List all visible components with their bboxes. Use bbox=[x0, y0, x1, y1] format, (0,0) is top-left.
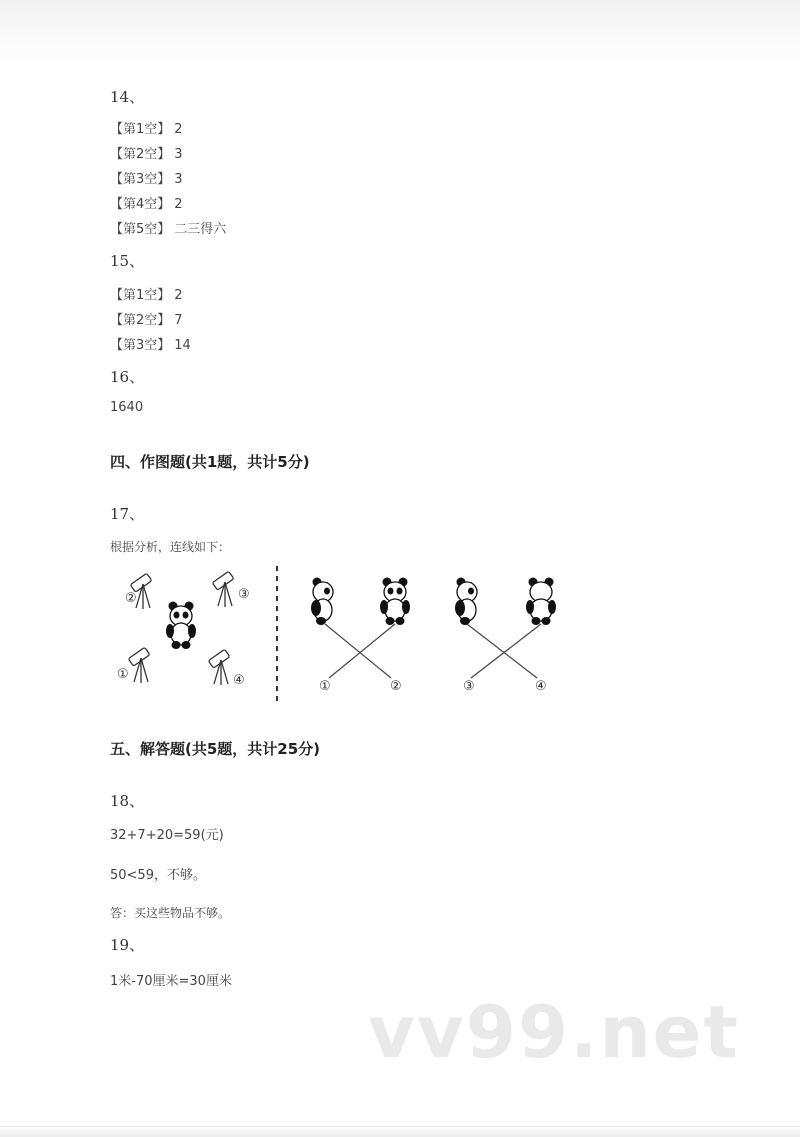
watermark: vv99.net bbox=[368, 990, 740, 1074]
section-4-title: 四、作图题(共1题，共计5分) bbox=[110, 453, 310, 471]
bottom-label-3: ③ bbox=[463, 679, 475, 694]
q14-blank-4: 【第4空】 2 bbox=[110, 197, 183, 212]
panda-back-icon bbox=[526, 578, 556, 626]
q18-line-2: 50<59，不够。 bbox=[110, 868, 206, 883]
page-bottom-edge bbox=[0, 1126, 800, 1137]
bottom-label-4: ④ bbox=[535, 679, 547, 694]
telescope-icon bbox=[208, 649, 230, 685]
label-circle-3: ③ bbox=[238, 587, 250, 602]
q15-blank-2: 【第2空】 7 bbox=[110, 313, 183, 328]
label-circle-2: ② bbox=[125, 591, 137, 606]
q18-line-3: 答：买这些物品不够。 bbox=[110, 906, 231, 920]
section-5-title: 五、解答题(共5题，共计25分) bbox=[110, 740, 321, 758]
q14-blank-3: 【第3空】 3 bbox=[110, 172, 183, 187]
q17-intro: 根据分析，连线如下： bbox=[110, 540, 231, 554]
question-14-number: 14、 bbox=[110, 88, 145, 106]
page-top-shadow bbox=[0, 0, 800, 68]
q17-figure bbox=[105, 558, 575, 708]
bottom-label-2: ② bbox=[390, 679, 402, 694]
q15-blank-3: 【第3空】 14 bbox=[110, 338, 191, 353]
question-17-number: 17、 bbox=[110, 505, 145, 523]
question-19-number: 19、 bbox=[110, 936, 145, 954]
q16-answer: 1640 bbox=[110, 400, 144, 415]
telescope-icon bbox=[212, 571, 234, 607]
label-circle-4: ④ bbox=[233, 673, 245, 688]
telescope-icon bbox=[128, 647, 150, 683]
bottom-label-1: ① bbox=[319, 679, 331, 694]
question-16-number: 16、 bbox=[110, 368, 145, 386]
q14-blank-2: 【第2空】 3 bbox=[110, 147, 183, 162]
question-15-number: 15、 bbox=[110, 252, 145, 270]
question-18-number: 18、 bbox=[110, 792, 145, 810]
q14-blank-1: 【第1空】 2 bbox=[110, 122, 183, 137]
q15-blank-1: 【第1空】 2 bbox=[110, 288, 183, 303]
panda-side-icon bbox=[311, 578, 333, 626]
q19-line-1: 1米-70厘米=30厘米 bbox=[110, 974, 232, 989]
q18-line-1: 32+7+20=59(元) bbox=[110, 828, 224, 843]
panda-icon bbox=[380, 578, 410, 626]
q14-blank-5: 【第5空】 二三得六 bbox=[110, 222, 227, 237]
label-circle-1: ① bbox=[117, 667, 129, 682]
panda-side-icon bbox=[455, 578, 477, 626]
panda-icon bbox=[166, 602, 196, 650]
